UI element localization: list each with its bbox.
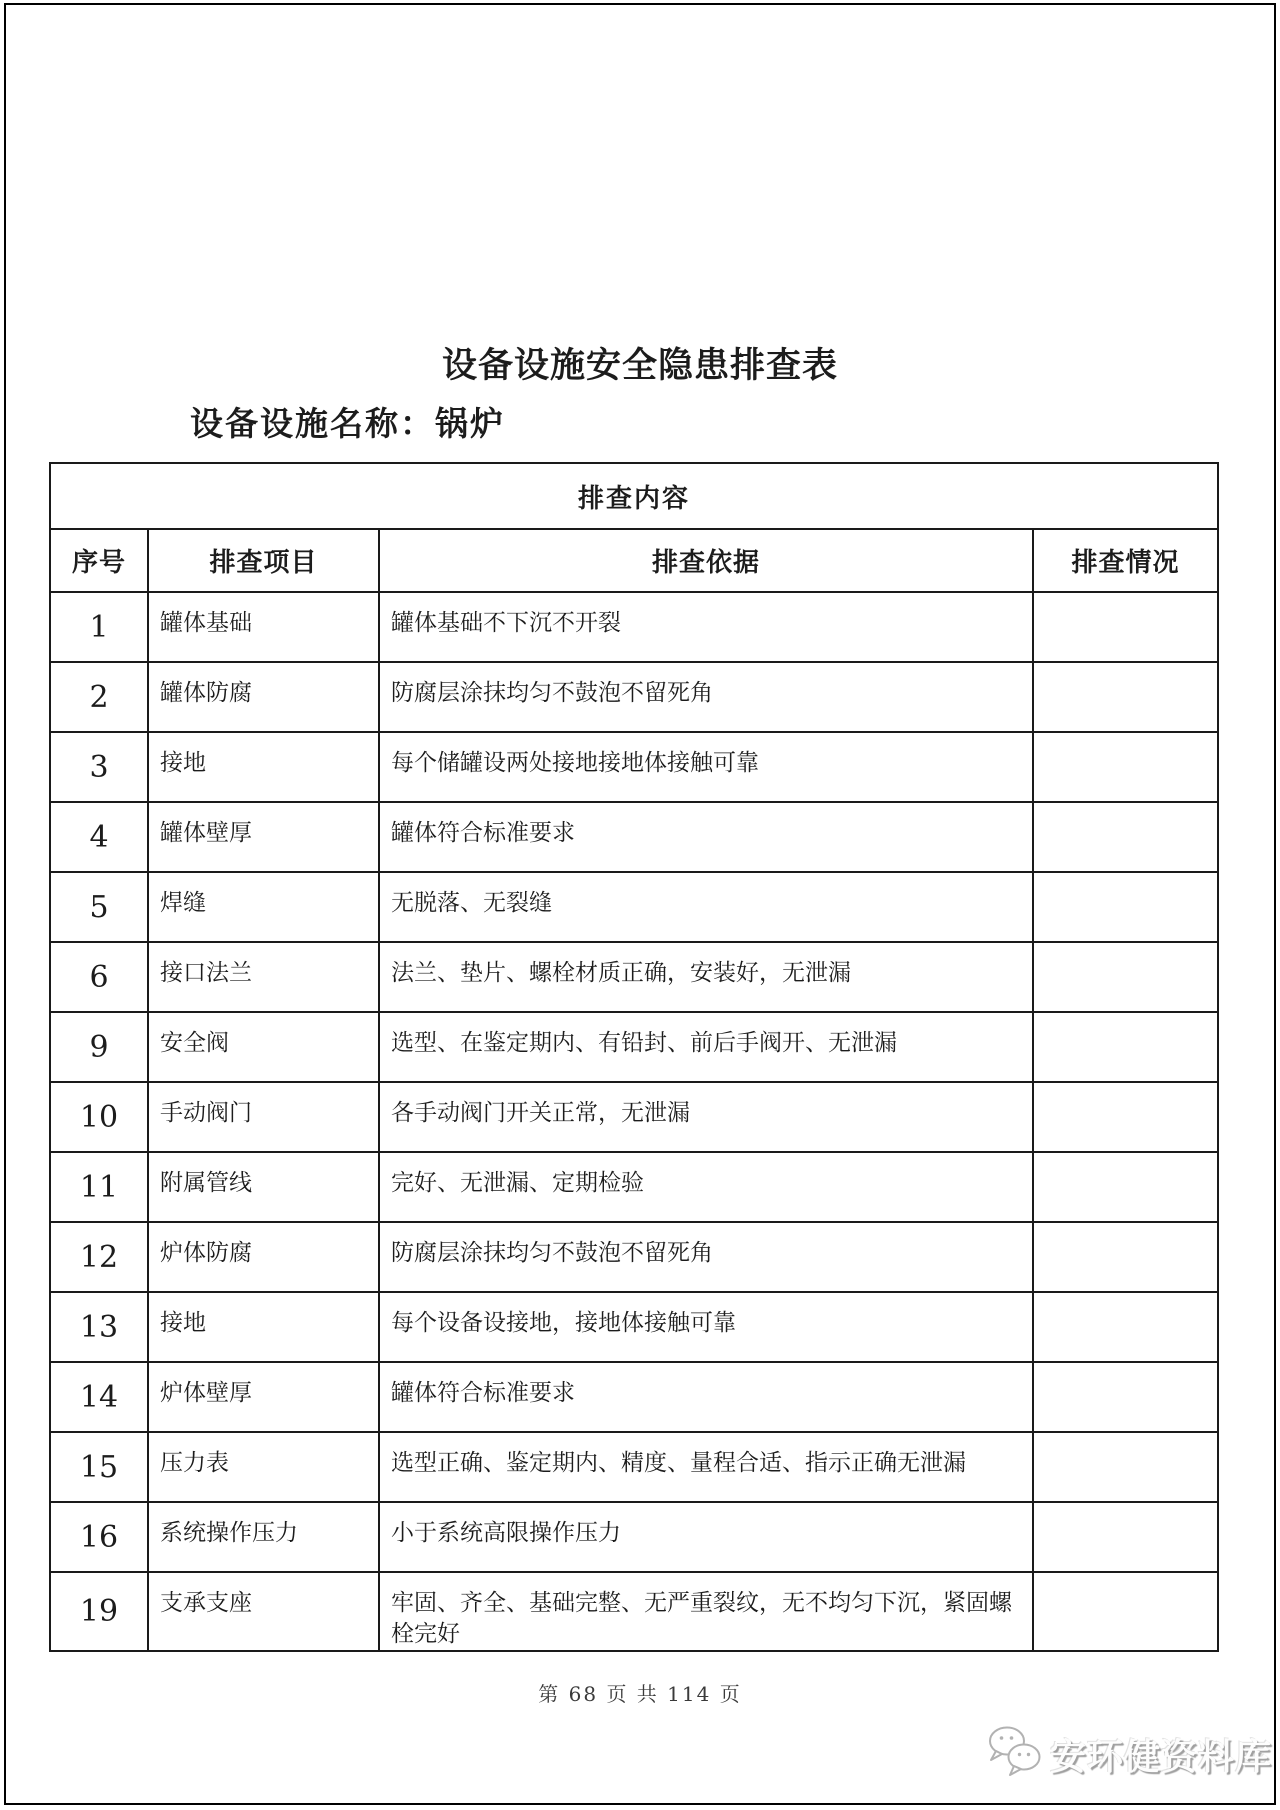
cell-no: 15 xyxy=(50,1432,148,1502)
table-row xyxy=(50,662,1218,732)
cell-status xyxy=(1033,1432,1218,1502)
cell-no: 2 xyxy=(50,662,148,732)
cell-status xyxy=(1033,732,1218,802)
page-title: 设备设施安全隐患排查表 xyxy=(441,345,838,386)
table-row xyxy=(50,1222,1218,1292)
cell-item: 手动阀门 xyxy=(148,1082,379,1152)
cell-basis: 各手动阀门开关正常，无泄漏 xyxy=(379,1082,1033,1152)
cell-basis: 防腐层涂抹均匀不鼓泡不留死角 xyxy=(379,662,1033,732)
cell-no: 12 xyxy=(50,1222,148,1292)
cell-no: 1 xyxy=(50,592,148,662)
cell-basis: 无脱落、无裂缝 xyxy=(379,872,1033,942)
cell-no: 10 xyxy=(50,1082,148,1152)
cell-no: 13 xyxy=(50,1292,148,1362)
cell-item: 罐体基础 xyxy=(148,592,379,662)
cell-no: 3 xyxy=(50,732,148,802)
cell-item: 接地 xyxy=(148,732,379,802)
cell-status xyxy=(1033,1152,1218,1222)
column-header-no: 序号 xyxy=(50,529,148,592)
cell-basis: 罐体符合标准要求 xyxy=(379,1362,1033,1432)
cell-status xyxy=(1033,662,1218,732)
cell-no: 11 xyxy=(50,1152,148,1222)
cell-item: 接地 xyxy=(148,1292,379,1362)
cell-basis: 选型、在鉴定期内、有铅封、前后手阀开、无泄漏 xyxy=(379,1012,1033,1082)
table-row xyxy=(50,1572,1218,1651)
cell-status xyxy=(1033,1082,1218,1152)
cell-no: 19 xyxy=(50,1572,148,1651)
cell-status xyxy=(1033,942,1218,1012)
column-header-row xyxy=(50,529,1218,592)
table-row xyxy=(50,1502,1218,1572)
cell-no: 4 xyxy=(50,802,148,872)
cell-item: 附属管线 xyxy=(148,1152,379,1222)
cell-item: 压力表 xyxy=(148,1432,379,1502)
cell-basis: 防腐层涂抹均匀不鼓泡不留死角 xyxy=(379,1222,1033,1292)
cell-item: 安全阀 xyxy=(148,1012,379,1082)
cell-no: 5 xyxy=(50,872,148,942)
table-row xyxy=(50,592,1218,662)
cell-item: 支承支座 xyxy=(148,1572,379,1651)
cell-status xyxy=(1033,592,1218,662)
table-row xyxy=(50,1152,1218,1222)
column-header-basis: 排查依据 xyxy=(379,529,1033,592)
cell-status xyxy=(1033,1502,1218,1572)
equipment-name-label: 设备设施名称：锅炉 xyxy=(190,404,505,443)
cell-no: 6 xyxy=(50,942,148,1012)
table-row xyxy=(50,1292,1218,1362)
inspection-table xyxy=(49,462,1219,1652)
cell-status xyxy=(1033,1292,1218,1362)
cell-status xyxy=(1033,802,1218,872)
cell-item: 接口法兰 xyxy=(148,942,379,1012)
section-header-row xyxy=(50,463,1218,529)
cell-item: 炉体防腐 xyxy=(148,1222,379,1292)
cell-basis: 每个设备设接地，接地体接触可靠 xyxy=(379,1292,1033,1362)
cell-item: 焊缝 xyxy=(148,872,379,942)
inspection-table-head xyxy=(50,463,1218,592)
table-row xyxy=(50,1082,1218,1152)
cell-item: 炉体壁厚 xyxy=(148,1362,379,1432)
table-row xyxy=(50,942,1218,1012)
cell-basis: 罐体符合标准要求 xyxy=(379,802,1033,872)
watermark xyxy=(984,1724,1272,1784)
cell-basis: 罐体基础不下沉不开裂 xyxy=(379,592,1033,662)
section-header-cell: 排查内容 xyxy=(50,463,1218,529)
chat-bubbles-icon xyxy=(984,1724,1046,1784)
column-header-item: 排查项目 xyxy=(148,529,379,592)
table-row xyxy=(50,1362,1218,1432)
cell-status xyxy=(1033,1012,1218,1082)
cell-no: 14 xyxy=(50,1362,148,1432)
cell-status xyxy=(1033,872,1218,942)
column-header-status: 排查情况 xyxy=(1033,529,1218,592)
cell-status xyxy=(1033,1222,1218,1292)
cell-status xyxy=(1033,1572,1218,1651)
cell-no: 9 xyxy=(50,1012,148,1082)
cell-basis: 小于系统高限操作压力 xyxy=(379,1502,1033,1572)
cell-basis: 每个储罐设两处接地接地体接触可靠 xyxy=(379,732,1033,802)
cell-status xyxy=(1033,1362,1218,1432)
table-row xyxy=(50,732,1218,802)
cell-item: 系统操作压力 xyxy=(148,1502,379,1572)
cell-basis: 牢固、齐全、基础完整、无严重裂纹，无不均匀下沉，紧固螺栓完好 xyxy=(379,1572,1033,1651)
cell-basis: 选型正确、鉴定期内、精度、量程合适、指示正确无泄漏 xyxy=(379,1432,1033,1502)
inspection-table-rows xyxy=(50,592,1218,1651)
table-row xyxy=(50,872,1218,942)
cell-no: 16 xyxy=(50,1502,148,1572)
cell-basis: 法兰、垫片、螺栓材质正确，安装好，无泄漏 xyxy=(379,942,1033,1012)
table-row xyxy=(50,1432,1218,1502)
cell-basis: 完好、无泄漏、定期检验 xyxy=(379,1152,1033,1222)
cell-item: 罐体防腐 xyxy=(148,662,379,732)
cell-item: 罐体壁厚 xyxy=(148,802,379,872)
watermark-label: 安环健资料库 xyxy=(1050,1735,1273,1778)
page-number-footer: 第 68 页 共 114 页 xyxy=(538,1682,742,1706)
table-row xyxy=(50,802,1218,872)
table-row xyxy=(50,1012,1218,1082)
